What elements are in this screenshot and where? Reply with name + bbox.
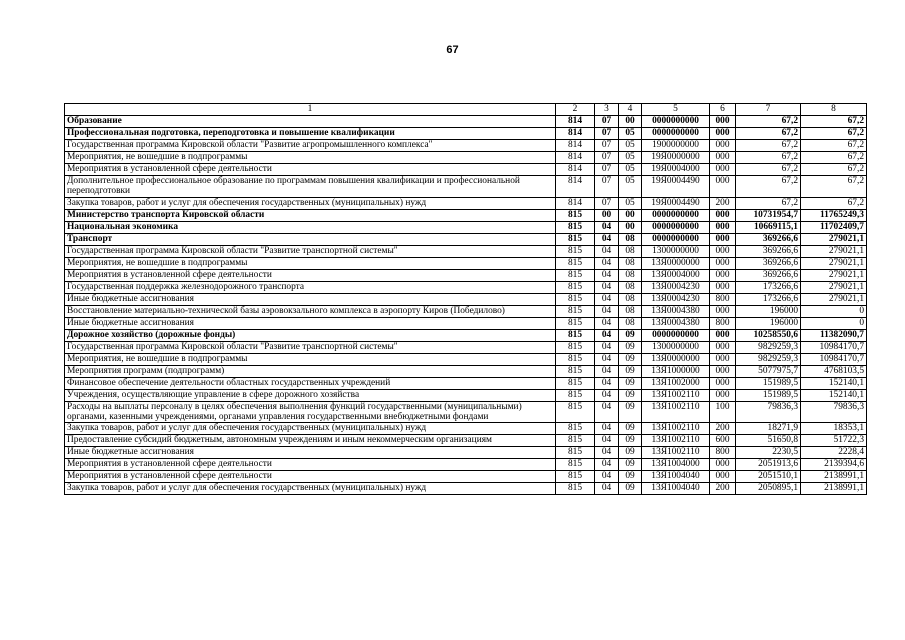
- admin-code-cell: 815: [556, 257, 595, 269]
- subsection-cell: 00: [619, 221, 642, 233]
- section-cell: 04: [595, 317, 619, 329]
- admin-code-cell: 815: [556, 269, 595, 281]
- amount-year2-cell: 79836,3: [801, 401, 867, 423]
- target-article-cell: 13Я1002000: [642, 377, 710, 389]
- row-name-cell: Образование: [65, 116, 556, 128]
- header-cell: 7: [736, 104, 801, 116]
- section-cell: 04: [595, 245, 619, 257]
- table-row: [65, 317, 867, 329]
- row-name-cell: Профессиональная подготовка, переподготовка и повышение квалификации: [65, 128, 556, 140]
- admin-code-cell: 814: [556, 128, 595, 140]
- header-cell: 2: [556, 104, 595, 116]
- row-name-cell: Мероприятия в установленной сфере деятельности: [65, 459, 556, 471]
- table-row: [65, 152, 867, 164]
- target-article-cell: 19Я0004490: [642, 176, 710, 198]
- subsection-cell: 08: [619, 233, 642, 245]
- budget-table-body: [65, 104, 867, 495]
- row-name-cell: Мероприятия, не вошедшие в подпрограммы: [65, 353, 556, 365]
- row-name-cell: Иные бюджетные ассигнования: [65, 447, 556, 459]
- table-row: [65, 128, 867, 140]
- subsection-cell: 09: [619, 471, 642, 483]
- expense-type-cell: 100: [710, 401, 736, 423]
- section-cell: 04: [595, 305, 619, 317]
- amount-year2-cell: 11702409,7: [801, 221, 867, 233]
- subsection-cell: 09: [619, 365, 642, 377]
- row-name-cell: Государственная программа Кировской области "Развитие агропромышленного комплекса": [65, 140, 556, 152]
- amount-year1-cell: 369266,6: [736, 269, 801, 281]
- amount-year1-cell: 10258550,6: [736, 329, 801, 341]
- target-article-cell: 0000000000: [642, 221, 710, 233]
- expense-type-cell: 000: [710, 233, 736, 245]
- amount-year2-cell: 2139394,6: [801, 459, 867, 471]
- expense-type-cell: 000: [710, 152, 736, 164]
- admin-code-cell: 815: [556, 245, 595, 257]
- amount-year1-cell: 151989,5: [736, 389, 801, 401]
- amount-year1-cell: 173266,6: [736, 281, 801, 293]
- expense-type-cell: 200: [710, 423, 736, 435]
- table-row: [65, 401, 867, 423]
- row-name-cell: Закупка товаров, работ и услуг для обеспечения государственных (муниципальных) нужд: [65, 483, 556, 495]
- expense-type-cell: 000: [710, 471, 736, 483]
- header-cell: 1: [65, 104, 556, 116]
- table-row: [65, 377, 867, 389]
- amount-year1-cell: 2051913,6: [736, 459, 801, 471]
- target-article-cell: 13Я1002110: [642, 435, 710, 447]
- target-article-cell: 13Я1002110: [642, 389, 710, 401]
- subsection-cell: 08: [619, 293, 642, 305]
- amount-year1-cell: 2051510,1: [736, 471, 801, 483]
- subsection-cell: 05: [619, 140, 642, 152]
- table-row: [65, 176, 867, 198]
- expense-type-cell: 000: [710, 116, 736, 128]
- subsection-cell: 09: [619, 483, 642, 495]
- row-name-cell: Учреждения, осуществляющие управление в сфере дорожного хозяйства: [65, 389, 556, 401]
- row-name-cell: Транспорт: [65, 233, 556, 245]
- admin-code-cell: 815: [556, 447, 595, 459]
- expense-type-cell: 600: [710, 435, 736, 447]
- target-article-cell: 1300000000: [642, 341, 710, 353]
- section-cell: 04: [595, 353, 619, 365]
- section-cell: 04: [595, 269, 619, 281]
- amount-year2-cell: 67,2: [801, 128, 867, 140]
- target-article-cell: 13Я0004000: [642, 269, 710, 281]
- amount-year2-cell: 279021,1: [801, 269, 867, 281]
- row-name-cell: Иные бюджетные ассигнования: [65, 293, 556, 305]
- amount-year1-cell: 51650,8: [736, 435, 801, 447]
- amount-year2-cell: 67,2: [801, 197, 867, 209]
- admin-code-cell: 815: [556, 353, 595, 365]
- target-article-cell: 13Я0000000: [642, 353, 710, 365]
- subsection-cell: 05: [619, 164, 642, 176]
- subsection-cell: 09: [619, 459, 642, 471]
- section-cell: 04: [595, 257, 619, 269]
- amount-year2-cell: 4768103,5: [801, 365, 867, 377]
- subsection-cell: 09: [619, 377, 642, 389]
- expense-type-cell: 000: [710, 329, 736, 341]
- target-article-cell: 0000000000: [642, 329, 710, 341]
- amount-year2-cell: 2138991,1: [801, 471, 867, 483]
- target-article-cell: 13Я1002110: [642, 423, 710, 435]
- section-cell: 04: [595, 293, 619, 305]
- admin-code-cell: 815: [556, 317, 595, 329]
- section-cell: 04: [595, 483, 619, 495]
- subsection-cell: 09: [619, 435, 642, 447]
- target-article-cell: 19Я0004000: [642, 164, 710, 176]
- amount-year2-cell: 11765249,3: [801, 209, 867, 221]
- subsection-cell: 09: [619, 423, 642, 435]
- row-name-cell: Государственная программа Кировской области "Развитие транспортной системы": [65, 245, 556, 257]
- expense-type-cell: 000: [710, 245, 736, 257]
- budget-table: [64, 103, 867, 495]
- amount-year2-cell: 0: [801, 305, 867, 317]
- row-name-cell: Мероприятия программ (подпрограмм): [65, 365, 556, 377]
- amount-year2-cell: 10984170,7: [801, 341, 867, 353]
- expense-type-cell: 000: [710, 281, 736, 293]
- subsection-cell: 08: [619, 305, 642, 317]
- section-cell: 04: [595, 221, 619, 233]
- expense-type-cell: 800: [710, 293, 736, 305]
- amount-year2-cell: 0: [801, 317, 867, 329]
- target-article-cell: 13Я0004380: [642, 317, 710, 329]
- target-article-cell: 1900000000: [642, 140, 710, 152]
- admin-code-cell: 815: [556, 435, 595, 447]
- header-row: [65, 104, 867, 116]
- expense-type-cell: 000: [710, 176, 736, 198]
- amount-year2-cell: 51722,3: [801, 435, 867, 447]
- table-row: [65, 281, 867, 293]
- expense-type-cell: 000: [710, 269, 736, 281]
- admin-code-cell: 815: [556, 471, 595, 483]
- row-name-cell: Предоставление субсидий бюджетным, автономным учреждениям и иным некоммерческим организациям: [65, 435, 556, 447]
- expense-type-cell: 000: [710, 341, 736, 353]
- row-name-cell: Мероприятия, не вошедшие в подпрограммы: [65, 152, 556, 164]
- section-cell: 04: [595, 447, 619, 459]
- admin-code-cell: 815: [556, 423, 595, 435]
- amount-year1-cell: 67,2: [736, 140, 801, 152]
- amount-year1-cell: 67,2: [736, 197, 801, 209]
- header-cell: 6: [710, 104, 736, 116]
- target-article-cell: 13Я0004230: [642, 281, 710, 293]
- expense-type-cell: 800: [710, 447, 736, 459]
- section-cell: 04: [595, 435, 619, 447]
- admin-code-cell: 815: [556, 293, 595, 305]
- admin-code-cell: 815: [556, 483, 595, 495]
- expense-type-cell: 000: [710, 305, 736, 317]
- row-name-cell: Дорожное хозяйство (дорожные фонды): [65, 329, 556, 341]
- subsection-cell: 05: [619, 152, 642, 164]
- amount-year1-cell: 173266,6: [736, 293, 801, 305]
- amount-year1-cell: 67,2: [736, 152, 801, 164]
- expense-type-cell: 000: [710, 365, 736, 377]
- row-name-cell: Дополнительное профессиональное образование по программам повышения квалификации и профессиональной переподготовки: [65, 176, 556, 198]
- amount-year1-cell: 18271,9: [736, 423, 801, 435]
- amount-year1-cell: 9829259,3: [736, 341, 801, 353]
- amount-year2-cell: 279021,1: [801, 245, 867, 257]
- subsection-cell: 09: [619, 341, 642, 353]
- page-number: 67: [446, 44, 459, 56]
- section-cell: 00: [595, 209, 619, 221]
- target-article-cell: 13Я0000000: [642, 257, 710, 269]
- amount-year1-cell: 67,2: [736, 128, 801, 140]
- section-cell: 07: [595, 176, 619, 198]
- target-article-cell: 0000000000: [642, 128, 710, 140]
- admin-code-cell: 815: [556, 305, 595, 317]
- amount-year1-cell: 369266,6: [736, 245, 801, 257]
- section-cell: 04: [595, 329, 619, 341]
- target-article-cell: 13Я0004230: [642, 293, 710, 305]
- admin-code-cell: 815: [556, 221, 595, 233]
- subsection-cell: 09: [619, 353, 642, 365]
- row-name-cell: Мероприятия в установленной сфере деятельности: [65, 164, 556, 176]
- section-cell: 04: [595, 389, 619, 401]
- section-cell: 04: [595, 365, 619, 377]
- row-name-cell: Мероприятия, не вошедшие в подпрограммы: [65, 257, 556, 269]
- expense-type-cell: 200: [710, 197, 736, 209]
- table-row: [65, 389, 867, 401]
- admin-code-cell: 815: [556, 341, 595, 353]
- expense-type-cell: 000: [710, 221, 736, 233]
- amount-year2-cell: 2228,4: [801, 447, 867, 459]
- amount-year2-cell: 279021,1: [801, 281, 867, 293]
- section-cell: 07: [595, 140, 619, 152]
- admin-code-cell: 815: [556, 329, 595, 341]
- subsection-cell: 08: [619, 257, 642, 269]
- expense-type-cell: 000: [710, 209, 736, 221]
- amount-year1-cell: 369266,6: [736, 233, 801, 245]
- table-row: [65, 435, 867, 447]
- expense-type-cell: 000: [710, 140, 736, 152]
- row-name-cell: Мероприятия в установленной сфере деятельности: [65, 471, 556, 483]
- amount-year1-cell: 196000: [736, 317, 801, 329]
- expense-type-cell: 000: [710, 353, 736, 365]
- target-article-cell: 0000000000: [642, 116, 710, 128]
- expense-type-cell: 200: [710, 483, 736, 495]
- table-row: [65, 329, 867, 341]
- admin-code-cell: 814: [556, 197, 595, 209]
- expense-type-cell: 000: [710, 257, 736, 269]
- amount-year2-cell: 2138991,1: [801, 483, 867, 495]
- target-article-cell: 0000000000: [642, 209, 710, 221]
- row-name-cell: Национальная экономика: [65, 221, 556, 233]
- table-row: [65, 341, 867, 353]
- admin-code-cell: 814: [556, 176, 595, 198]
- row-name-cell: Финансовое обеспечение деятельности областных государственных учреждений: [65, 377, 556, 389]
- target-article-cell: 13Я1002110: [642, 401, 710, 423]
- amount-year2-cell: 279021,1: [801, 233, 867, 245]
- subsection-cell: 09: [619, 389, 642, 401]
- subsection-cell: 09: [619, 401, 642, 423]
- table-row: [65, 305, 867, 317]
- row-name-cell: Государственная поддержка железнодорожного транспорта: [65, 281, 556, 293]
- subsection-cell: 08: [619, 317, 642, 329]
- amount-year2-cell: 18353,1: [801, 423, 867, 435]
- section-cell: 07: [595, 116, 619, 128]
- section-cell: 04: [595, 401, 619, 423]
- subsection-cell: 05: [619, 197, 642, 209]
- amount-year2-cell: 152140,1: [801, 389, 867, 401]
- amount-year2-cell: 67,2: [801, 152, 867, 164]
- table-row: [65, 209, 867, 221]
- amount-year2-cell: 279021,1: [801, 257, 867, 269]
- admin-code-cell: 814: [556, 164, 595, 176]
- table-row: [65, 116, 867, 128]
- amount-year1-cell: 10669115,1: [736, 221, 801, 233]
- row-name-cell: Закупка товаров, работ и услуг для обеспечения государственных (муниципальных) нужд: [65, 197, 556, 209]
- table-row: [65, 447, 867, 459]
- table-row: [65, 164, 867, 176]
- admin-code-cell: 814: [556, 116, 595, 128]
- table-row: [65, 471, 867, 483]
- section-cell: 04: [595, 341, 619, 353]
- amount-year1-cell: 9829259,3: [736, 353, 801, 365]
- table-row: [65, 221, 867, 233]
- row-name-cell: Расходы на выплаты персоналу в целях обеспечения выполнения функций государственными (муниципальными) органами, казенными учреждениями, органами управления государственными внебюджетными фондами: [65, 401, 556, 423]
- row-name-cell: Мероприятия в установленной сфере деятельности: [65, 269, 556, 281]
- section-cell: 04: [595, 471, 619, 483]
- admin-code-cell: 815: [556, 365, 595, 377]
- table-row: [65, 269, 867, 281]
- amount-year2-cell: 67,2: [801, 176, 867, 198]
- table-row: [65, 459, 867, 471]
- target-article-cell: 19Я0004490: [642, 197, 710, 209]
- table-row: [65, 483, 867, 495]
- header-cell: 4: [619, 104, 642, 116]
- admin-code-cell: 815: [556, 209, 595, 221]
- section-cell: 04: [595, 377, 619, 389]
- admin-code-cell: 814: [556, 152, 595, 164]
- amount-year1-cell: 10731954,7: [736, 209, 801, 221]
- row-name-cell: Министерство транспорта Кировской области: [65, 209, 556, 221]
- section-cell: 04: [595, 423, 619, 435]
- amount-year1-cell: 67,2: [736, 164, 801, 176]
- admin-code-cell: 815: [556, 377, 595, 389]
- subsection-cell: 05: [619, 176, 642, 198]
- table-row: [65, 245, 867, 257]
- target-article-cell: 13Я1002110: [642, 447, 710, 459]
- section-cell: 04: [595, 281, 619, 293]
- section-cell: 07: [595, 164, 619, 176]
- target-article-cell: 13Я1000000: [642, 365, 710, 377]
- table-row: [65, 257, 867, 269]
- subsection-cell: 00: [619, 209, 642, 221]
- amount-year1-cell: 2230,5: [736, 447, 801, 459]
- row-name-cell: Восстановление материально-технической базы аэровокзального комплекса в аэропорту Киров (Победилово): [65, 305, 556, 317]
- section-cell: 07: [595, 128, 619, 140]
- admin-code-cell: 814: [556, 140, 595, 152]
- amount-year2-cell: 67,2: [801, 164, 867, 176]
- amount-year1-cell: 151989,5: [736, 377, 801, 389]
- amount-year1-cell: 196000: [736, 305, 801, 317]
- target-article-cell: 13Я1004040: [642, 483, 710, 495]
- amount-year2-cell: 67,2: [801, 116, 867, 128]
- table-row: [65, 197, 867, 209]
- subsection-cell: 08: [619, 269, 642, 281]
- section-cell: 04: [595, 459, 619, 471]
- subsection-cell: 00: [619, 116, 642, 128]
- subsection-cell: 08: [619, 245, 642, 257]
- target-article-cell: 0000000000: [642, 233, 710, 245]
- amount-year1-cell: 2050895,1: [736, 483, 801, 495]
- amount-year1-cell: 67,2: [736, 176, 801, 198]
- expense-type-cell: 000: [710, 389, 736, 401]
- section-cell: 07: [595, 197, 619, 209]
- target-article-cell: 13Я1004000: [642, 459, 710, 471]
- target-article-cell: 1300000000: [642, 245, 710, 257]
- admin-code-cell: 815: [556, 281, 595, 293]
- amount-year1-cell: 79836,3: [736, 401, 801, 423]
- amount-year1-cell: 5077975,7: [736, 365, 801, 377]
- admin-code-cell: 815: [556, 459, 595, 471]
- amount-year1-cell: 67,2: [736, 116, 801, 128]
- expense-type-cell: 000: [710, 459, 736, 471]
- row-name-cell: Иные бюджетные ассигнования: [65, 317, 556, 329]
- amount-year2-cell: 11382090,7: [801, 329, 867, 341]
- subsection-cell: 09: [619, 447, 642, 459]
- header-cell: 3: [595, 104, 619, 116]
- row-name-cell: Закупка товаров, работ и услуг для обеспечения государственных (муниципальных) нужд: [65, 423, 556, 435]
- subsection-cell: 08: [619, 281, 642, 293]
- expense-type-cell: 000: [710, 164, 736, 176]
- target-article-cell: 19Я0000000: [642, 152, 710, 164]
- amount-year1-cell: 369266,6: [736, 257, 801, 269]
- expense-type-cell: 800: [710, 317, 736, 329]
- table-row: [65, 353, 867, 365]
- expense-type-cell: 000: [710, 377, 736, 389]
- subsection-cell: 09: [619, 329, 642, 341]
- admin-code-cell: 815: [556, 389, 595, 401]
- admin-code-cell: 815: [556, 233, 595, 245]
- amount-year2-cell: 10984170,7: [801, 353, 867, 365]
- amount-year2-cell: 279021,1: [801, 293, 867, 305]
- expense-type-cell: 000: [710, 128, 736, 140]
- table-row: [65, 293, 867, 305]
- row-name-cell: Государственная программа Кировской области "Развитие транспортной системы": [65, 341, 556, 353]
- header-cell: 5: [642, 104, 710, 116]
- target-article-cell: 13Я1004040: [642, 471, 710, 483]
- header-cell: 8: [801, 104, 867, 116]
- section-cell: 07: [595, 152, 619, 164]
- table-row: [65, 140, 867, 152]
- amount-year2-cell: 152140,1: [801, 377, 867, 389]
- subsection-cell: 05: [619, 128, 642, 140]
- amount-year2-cell: 67,2: [801, 140, 867, 152]
- admin-code-cell: 815: [556, 401, 595, 423]
- table-row: [65, 423, 867, 435]
- target-article-cell: 13Я0004380: [642, 305, 710, 317]
- section-cell: 04: [595, 233, 619, 245]
- table-row: [65, 233, 867, 245]
- table-row: [65, 365, 867, 377]
